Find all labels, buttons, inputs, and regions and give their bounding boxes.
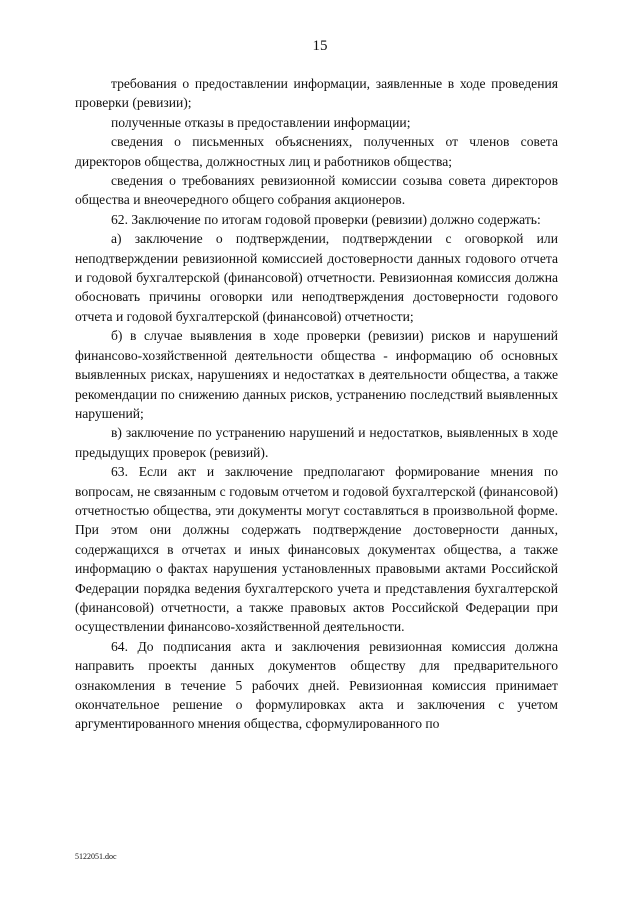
paragraph-item-64: 64. До подписания акта и заключения ревизионная комиссия должна направить проекты данных документов обществу для предварительного ознакомления в течение 5 рабочих дней. Ревизионная комиссия принимает окончательное решение о формулировках акта и заключения с учетом аргументированного мнения общества, сформулированного по	[75, 638, 558, 732]
paragraph-meeting-requirements: сведения о требованиях ревизионной комиссии созыва совета директоров общества и внеочередного общего собрания акционеров.	[75, 173, 558, 208]
document-filename: 5122051.doc	[75, 852, 117, 861]
paragraph-information-requests: требования о предоставлении информации, заявленные в ходе проведения проверки (ревизии);	[75, 76, 558, 111]
paragraph-item-62c: в) заключение по устранению нарушений и недостатков, выявленных в ходе предыдущих проверок (ревизий).	[75, 425, 558, 460]
paragraph-item-62a: а) заключение о подтверждении, подтверждении с оговоркой или неподтверждении ревизионной комиссией достоверности данных годового отчета и годовой бухгалтерской (финансовой) отчетности. Ревизионная комиссия должна обосновать причины оговорки или неподтверждения достоверности годового отчета и годовой бухгалтерской (финансовой) отчетности;	[75, 231, 558, 324]
paragraph-refusals: полученные отказы в предоставлении информации;	[111, 114, 411, 130]
paragraph-written-explanations: сведения о письменных объяснениях, полученных от членов совета директоров общества, должностных лиц и работников общества;	[75, 134, 558, 169]
paragraph-item-62: 62. Заключение по итогам годовой проверки (ревизии) должно содержать:	[111, 211, 541, 227]
page-number: 15	[312, 38, 328, 54]
paragraph-item-62b: б) в случае выявления в ходе проверки (ревизии) рисков и нарушений финансово-хозяйственной деятельности общества - информацию об основных выявленных рисках, нарушениях и недостатках в деятельности общества, а также рекомендации по снижению данных рисков, устранению последствий выявленных нарушений;	[75, 328, 558, 421]
document-body	[75, 74, 558, 734]
paragraph-item-63: 63. Если акт и заключение предполагают формирование мнения по вопросам, не связанным с годовым отчетом и годовой бухгалтерской (финансовой) отчетностью общества, эти документы могут составляться в произвольной форме. При этом они должны содержать подтверждение достоверности данных, содержащихся в отчетах и иных финансовых документах общества, а также информацию о фактах нарушения установленных правовыми актами Российской Федерации порядка ведения бухгалтерского учета и представления бухгалтерской (финансовой) отчетности, а также правовых актов Российской Федерации при осуществлении финансово-хозяйственной деятельности.	[75, 464, 558, 635]
